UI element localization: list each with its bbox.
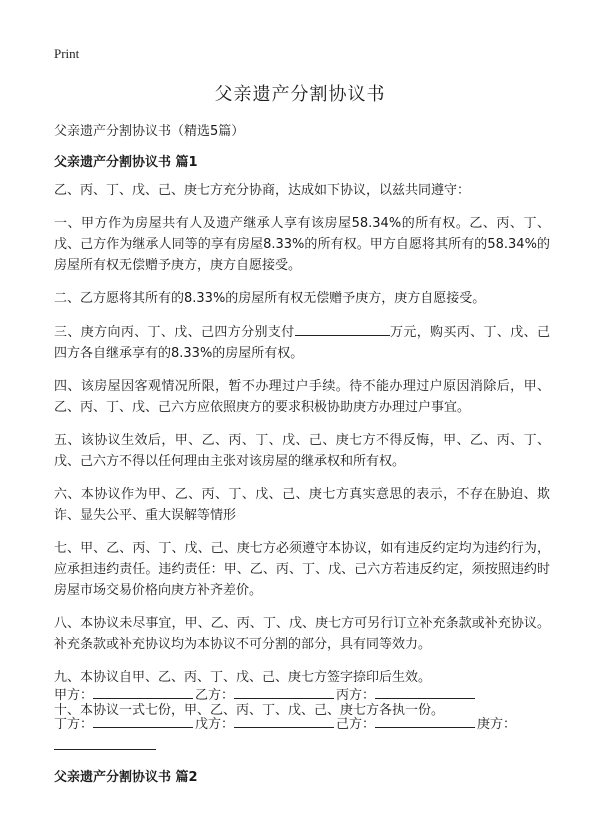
signature-label-wu: 戊方：: [195, 717, 235, 732]
clause-5: 五、该协议生效后，甲、乙、丙、丁、戊、己、庚七方不得反悔，甲、乙、丙、丁、戊、己六方不得以任何理由主张对该房屋的继承权和所有权。: [54, 433, 550, 469]
signature-label-yi: 乙方：: [195, 688, 235, 703]
signature-label-geng: 庚方：: [477, 717, 517, 732]
document-subtitle: 父亲遗产分割协议书（精选5篇）: [54, 124, 245, 139]
signature-row-3: [54, 737, 156, 750]
agreement-body: [54, 180, 550, 733]
signature-row-1: [54, 684, 477, 706]
print-link[interactable]: Print: [54, 46, 80, 61]
clause-1: 一、甲方作为房屋共有人及遗产继承人享有该房屋58.34%的所有权。乙、丙、丁、戊、己方作为继承人同等的享有房屋8.33%的所有权。甲方自愿将其所有的58.34%的房屋所有权无偿赠予庚方，庚方自愿接受。: [54, 216, 550, 273]
paragraph-intro: 乙、丙、丁、戊、己、庚七方充分协商，达成如下协议，以兹共同遵守：: [54, 183, 471, 198]
signature-row-2: [54, 713, 516, 735]
section-heading-2: 父亲遗产分割协议书 篇2: [54, 770, 198, 785]
signature-blank-jia: [93, 684, 193, 699]
clause-9: 九、本协议自甲、乙、丙、丁、戊、己、庚七方签字捺印后生效。: [54, 670, 432, 685]
signature-label-ji: 己方：: [336, 717, 376, 732]
amount-blank: [295, 321, 390, 336]
signature-blank-geng: [54, 737, 156, 750]
clause-6: 六、本协议作为甲、乙、丙、丁、戊、己、庚七方真实意思的表示，不存在胁迫、欺诈、显失公平、重大误解等情形: [54, 487, 550, 523]
signature-blank-wu: [234, 713, 334, 728]
clause-8: 八、本协议未尽事宜，甲、乙、丙、丁、戊、庚七方可另行订立补充条款或补充协议。补充条款或补充协议均为本协议不可分割的部分，具有同等效力。: [54, 616, 550, 652]
signature-label-bing: 丙方：: [336, 688, 376, 703]
signature-blank-ji: [375, 713, 475, 728]
clause-10: 十、本协议一式七份，甲、乙、丙、丁、戊、己、庚七方各执一份。: [54, 703, 445, 718]
clause-4: 四、该房屋因客观情况所限，暂不办理过户手续。待不能办理过户原因消除后，甲、乙、丙、丁、戊、己六方应依照庚方的要求积极协助庚方办理过户事宜。: [54, 379, 550, 415]
clause-2: 二、乙方愿将其所有的8.33%的房屋所有权无偿赠予庚方，庚方自愿接受。: [54, 291, 486, 306]
signature-label-jia: 甲方：: [54, 688, 94, 703]
signature-blank-yi: [234, 684, 334, 699]
signature-blank-ding: [93, 713, 193, 728]
clause-3-text-a: 三、庚方向丙、丁、戊、己四方分别支付: [54, 325, 295, 340]
signature-label-ding: 丁方：: [54, 717, 94, 732]
section-heading-1: 父亲遗产分割协议书 篇1: [54, 155, 198, 170]
clause-3-text-b: 万元，购买丙、丁、戊、己四方各自继承享有的8.33%的房屋所有权。: [54, 325, 550, 361]
document-title: 父亲遗产分割协议书: [214, 84, 386, 105]
clause-3: [54, 321, 550, 364]
signature-blank-bing: [375, 684, 475, 699]
clause-7: 七、甲、乙、丙、丁、戊、己、庚七方必须遵守本协议，如有违反约定均为违约行为，应承担违约责任。违约责任：甲、乙、丙、丁、戊、己六方若违反约定，须按照违约时房屋市场交易价格向庚方补齐差价。: [54, 541, 550, 598]
